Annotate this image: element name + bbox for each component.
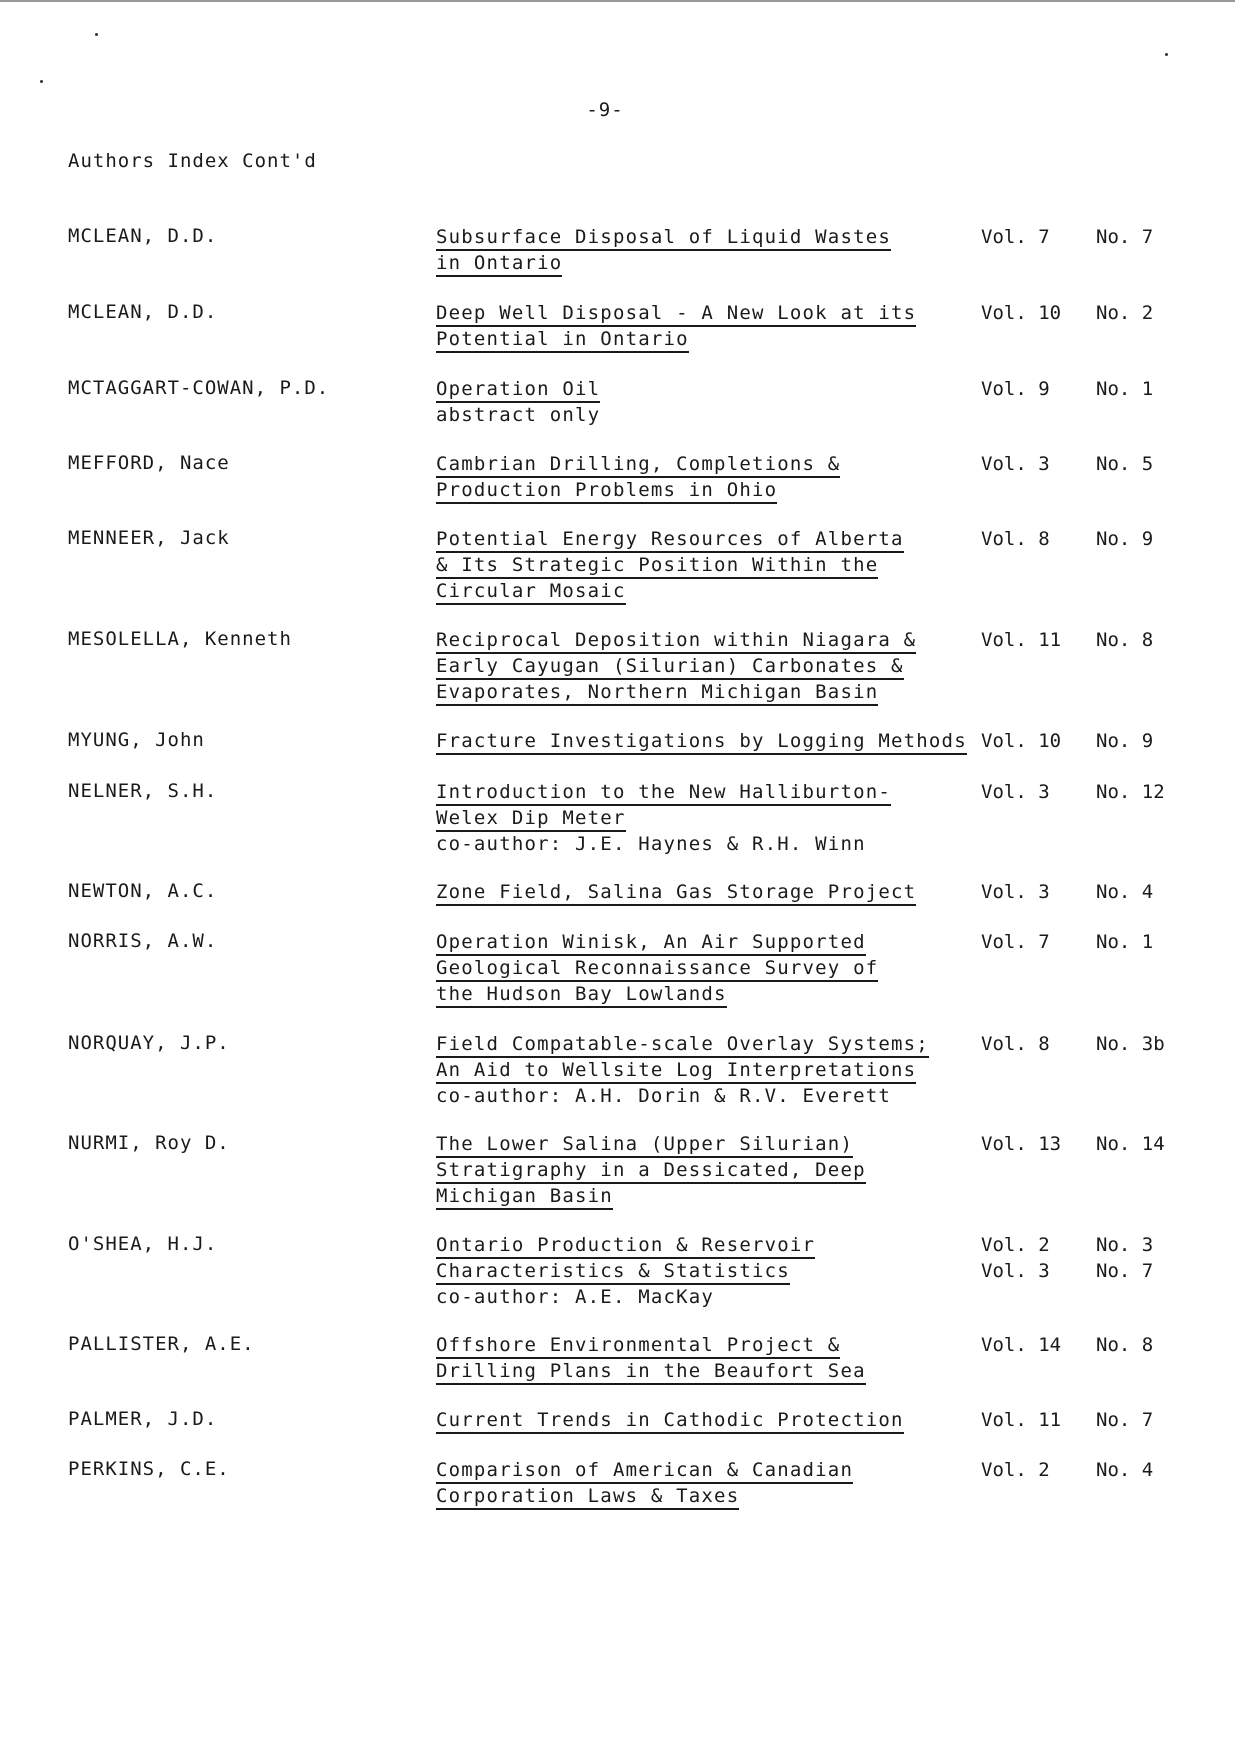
title-line [436,654,996,680]
line-text: Michigan Basin [436,1185,613,1210]
line-text: Characteristics & Statistics [436,1260,790,1285]
line-text: An Aid to Wellsite Log Interpretations [436,1059,916,1084]
volume-number: Vol. 2 [981,1234,1050,1256]
volume-number: Vol. 10 [981,302,1062,324]
issue-number: No. 8 [1096,1334,1154,1356]
title-line [436,527,996,553]
issue-number: No. 7 [1096,226,1154,248]
title-line [436,729,996,755]
issue-number: No. 3 [1096,1234,1154,1256]
ref-line [981,1132,1165,1158]
title-line [436,1058,996,1084]
line-text: Circular Mosaic [436,580,626,605]
article-title [436,301,996,353]
line-text: Introduction to the New Halliburton- [436,781,891,806]
title-line [436,1233,996,1259]
volume-number: Vol. 10 [981,730,1062,752]
volume-number: Vol. 2 [981,1459,1050,1481]
author-name: MCLEAN, D.D. [68,301,218,323]
volume-reference [981,1032,1165,1058]
scan-speck [40,80,43,83]
volume-number: Vol. 3 [981,453,1050,475]
issue-number: No. 5 [1096,453,1154,475]
title-line [436,1184,996,1210]
note-line [436,1285,996,1311]
line-text: Zone Field, Salina Gas Storage Project [436,881,916,906]
ref-line [981,1408,1153,1434]
volume-reference [981,452,1153,478]
volume-reference [981,527,1153,553]
volume-reference [981,225,1153,251]
author-name: NEWTON, A.C. [68,880,218,902]
title-line [436,1458,996,1484]
line-text: Geological Reconnaissance Survey of [436,957,878,982]
issue-number: No. 12 [1096,781,1165,803]
author-name: PALMER, J.D. [68,1408,218,1430]
volume-reference [981,930,1153,956]
issue-number: No. 1 [1096,931,1154,953]
volume-number: Vol. 3 [981,781,1050,803]
article-title [436,930,996,1008]
ref-line [981,880,1153,906]
issue-number: No. 3b [1096,1033,1165,1055]
scan-speck [95,33,98,36]
line-text: Potential in Ontario [436,328,689,353]
title-line [436,553,996,579]
author-name: NURMI, Roy D. [68,1132,230,1154]
line-text: Early Cayugan (Silurian) Carbonates & [436,655,904,680]
line-text: in Ontario [436,252,562,277]
title-line [436,1132,996,1158]
volume-number: Vol. 7 [981,931,1050,953]
title-line [436,1032,996,1058]
author-name: MESOLELLA, Kenneth [68,628,292,650]
ref-line [981,930,1153,956]
line-text: Cambrian Drilling, Completions & [436,453,840,478]
article-title [436,1458,996,1510]
line-text: co-author: A.H. Dorin & R.V. Everett [436,1085,892,1107]
issue-number: No. 9 [1096,730,1154,752]
title-line [436,478,996,504]
article-title [436,1233,996,1311]
volume-number: Vol. 14 [981,1334,1062,1356]
ref-line [981,452,1153,478]
title-line [436,628,996,654]
title-line [436,780,996,806]
ref-line [981,1032,1165,1058]
title-line [436,1333,996,1359]
volume-number: Vol. 11 [981,629,1062,651]
article-title [436,225,996,277]
article-title [436,729,996,755]
note-line [436,832,996,858]
scan-speck [1165,53,1168,56]
article-title [436,452,996,504]
issue-number: No. 7 [1096,1260,1154,1282]
note-line [436,1084,996,1110]
volume-reference [981,780,1165,806]
line-text: & Its Strategic Position Within the [436,554,878,579]
volume-reference [981,628,1153,654]
volume-number: Vol. 7 [981,226,1050,248]
volume-number: Vol. 3 [981,881,1050,903]
ref-line [981,301,1153,327]
volume-number: Vol. 9 [981,378,1050,400]
line-text: Deep Well Disposal - A New Look at its [436,302,916,327]
line-text: abstract only [436,404,601,426]
line-text: Operation Oil [436,378,600,403]
line-text: Reciprocal Deposition within Niagara & [436,629,916,654]
ref-line [981,1259,1153,1285]
ref-line [981,1233,1153,1259]
title-line [436,880,996,906]
issue-number: No. 1 [1096,378,1154,400]
volume-number: Vol. 13 [981,1133,1062,1155]
line-text: Potential Energy Resources of Alberta [436,528,904,553]
title-line [436,806,996,832]
line-text: co-author: A.E. MacKay [436,1286,715,1308]
line-text: the Hudson Bay Lowlands [436,983,727,1008]
title-line [436,1158,996,1184]
scan-edge [0,0,1235,2]
line-text: The Lower Salina (Upper Silurian) [436,1133,853,1158]
article-title [436,880,996,906]
ref-line [981,628,1153,654]
article-title [436,1132,996,1210]
title-line [436,1259,996,1285]
volume-reference [981,1408,1153,1434]
author-name: NELNER, S.H. [68,780,218,802]
title-line [436,377,996,403]
issue-number: No. 7 [1096,1409,1154,1431]
article-title [436,377,996,429]
ref-line [981,1458,1153,1484]
title-line [436,1359,996,1385]
article-title [436,527,996,605]
article-title [436,1408,996,1434]
ref-line [981,225,1153,251]
line-text: Stratigraphy in a Dessicated, Deep [436,1159,866,1184]
line-text: Operation Winisk, An Air Supported [436,931,866,956]
title-line [436,251,996,277]
line-text: Current Trends in Cathodic Protection [436,1409,904,1434]
volume-number: Vol. 11 [981,1409,1062,1431]
issue-number: No. 4 [1096,1459,1154,1481]
line-text: Drilling Plans in the Beaufort Sea [436,1360,866,1385]
line-text: co-author: J.E. Haynes & R.H. Winn [436,833,866,855]
volume-reference [981,1458,1153,1484]
line-text: Offshore Environmental Project & [436,1334,840,1359]
issue-number: No. 4 [1096,881,1154,903]
volume-number: Vol. 8 [981,1033,1050,1055]
index-heading: Authors Index Cont'd [68,150,317,172]
author-name: MYUNG, John [68,729,205,751]
title-line [436,301,996,327]
ref-line [981,1333,1153,1359]
issue-number: No. 14 [1096,1133,1165,1155]
issue-number: No. 8 [1096,629,1154,651]
volume-reference [981,880,1153,906]
volume-reference [981,1132,1165,1158]
title-line [436,1408,996,1434]
line-text: Corporation Laws & Taxes [436,1485,739,1510]
note-line [436,403,996,429]
line-text: Welex Dip Meter [436,807,626,832]
title-line [436,680,996,706]
volume-reference [981,1233,1153,1285]
article-title [436,780,996,858]
volume-number: Vol. 3 [981,1260,1050,1282]
line-text: Comparison of American & Canadian [436,1459,853,1484]
author-name: MCTAGGART-COWAN, P.D. [68,377,330,399]
author-name: NORQUAY, J.P. [68,1032,230,1054]
volume-number: Vol. 8 [981,528,1050,550]
volume-reference [981,377,1153,403]
author-name: MENNEER, Jack [68,527,230,549]
line-text: Subsurface Disposal of Liquid Wastes [436,226,891,251]
ref-line [981,527,1153,553]
title-line [436,982,996,1008]
line-text: Ontario Production & Reservoir [436,1234,815,1259]
author-name: MCLEAN, D.D. [68,225,218,247]
page-number: -9- [586,99,624,121]
author-name: NORRIS, A.W. [68,930,218,952]
line-text: Production Problems in Ohio [436,479,777,504]
title-line [436,225,996,251]
volume-reference [981,729,1153,755]
article-title [436,1032,996,1110]
issue-number: No. 2 [1096,302,1154,324]
title-line [436,956,996,982]
author-name: MEFFORD, Nace [68,452,230,474]
line-text: Field Compatable-scale Overlay Systems; [436,1033,929,1058]
line-text: Evaporates, Northern Michigan Basin [436,681,878,706]
title-line [436,452,996,478]
title-line [436,1484,996,1510]
ref-line [981,377,1153,403]
ref-line [981,729,1153,755]
volume-reference [981,301,1153,327]
author-name: O'SHEA, H.J. [68,1233,218,1255]
title-line [436,579,996,605]
line-text: Fracture Investigations by Logging Methods [436,730,967,755]
title-line [436,327,996,353]
article-title [436,628,996,706]
article-title [436,1333,996,1385]
volume-reference [981,1333,1153,1359]
author-name: PERKINS, C.E. [68,1458,230,1480]
author-name: PALLISTER, A.E. [68,1333,255,1355]
ref-line [981,780,1165,806]
issue-number: No. 9 [1096,528,1154,550]
title-line [436,930,996,956]
